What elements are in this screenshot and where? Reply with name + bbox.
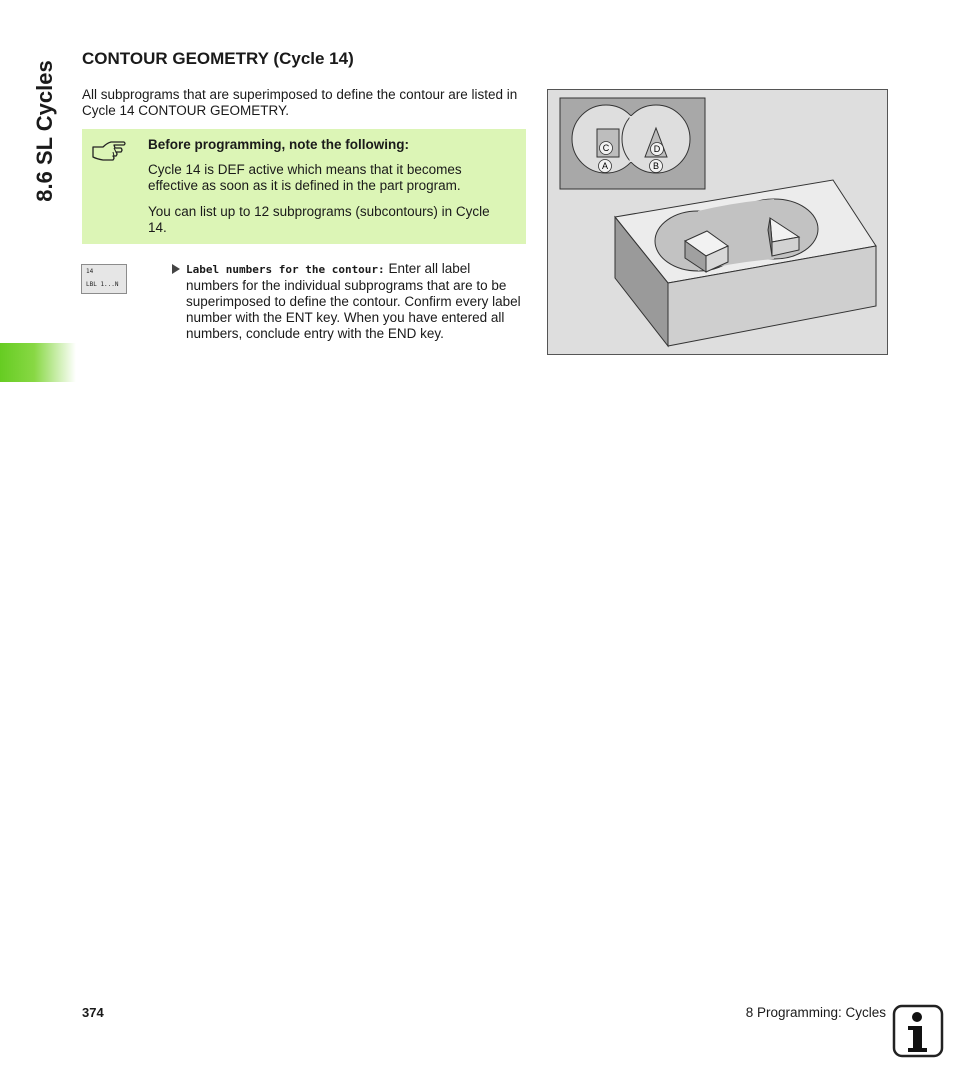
lbl-softkey[interactable] bbox=[81, 264, 127, 294]
parameter-name: Label numbers for the contour: bbox=[186, 263, 385, 276]
label-d: D bbox=[653, 144, 661, 154]
note-title: Before programming, note the following: bbox=[148, 137, 409, 152]
chapter-label: 8 Programming: Cycles bbox=[745, 1005, 886, 1020]
intro-paragraph: All subprograms that are superimposed to define the contour are listed in Cycle 14 CONTOUR GEOMETRY. bbox=[82, 87, 518, 118]
section-heading: CONTOUR GEOMETRY (Cycle 14) bbox=[82, 49, 354, 68]
side-section-title-text: 8.6 SL Cycles bbox=[32, 60, 57, 202]
chapter-tab-marker bbox=[0, 343, 76, 382]
label-a: A bbox=[601, 161, 609, 171]
note-box bbox=[82, 129, 526, 244]
note-paragraph: You can list up to 12 subprograms (subcontours) in Cycle 14. bbox=[148, 204, 490, 235]
softkey-line-1: 14 bbox=[86, 268, 94, 275]
pointing-hand-icon bbox=[91, 138, 127, 164]
note-paragraph: Cycle 14 is DEF active which means that it becomes effective as soon as it is defined in the part program. bbox=[148, 162, 462, 193]
contour-illustration bbox=[548, 90, 889, 356]
label-b: B bbox=[652, 161, 660, 171]
page-number: 374 bbox=[82, 1005, 104, 1020]
softkey-line-2: LBL 1...N bbox=[86, 281, 119, 288]
label-c: C bbox=[602, 143, 610, 153]
info-icon bbox=[892, 1004, 944, 1058]
parameter-description: Enter all label numbers for the individual subprograms that are to be superimposed to define the contour. Confirm every label number with the ENT key. When you have entered all numbers, conclude entry with the END key. bbox=[186, 261, 521, 341]
parameter-entry bbox=[172, 261, 526, 342]
arrow-right-icon bbox=[172, 264, 180, 274]
contour-figure bbox=[547, 89, 888, 355]
side-section-title bbox=[30, 50, 60, 212]
